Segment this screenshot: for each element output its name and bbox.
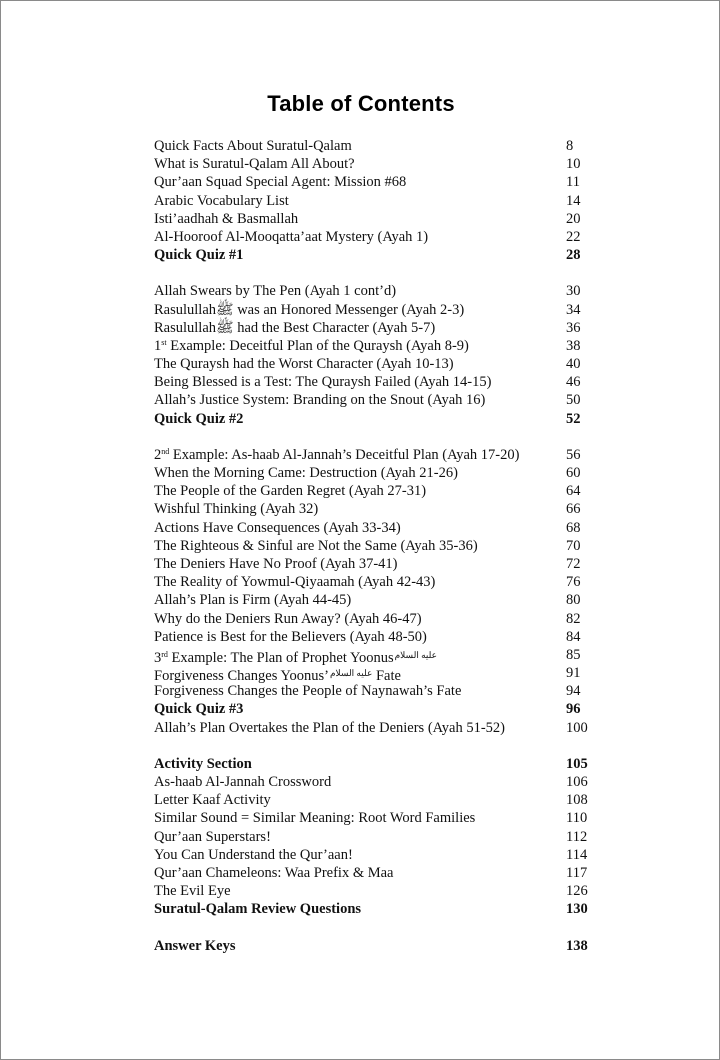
toc-entry-title xyxy=(154,137,352,155)
toc-entry[interactable] xyxy=(154,664,594,685)
toc-entry-title xyxy=(154,719,505,737)
toc-entry-title xyxy=(154,391,485,409)
entry-text: The Reality of Yowmul-Qiyaamah (Ayah 42-43) xyxy=(154,574,436,591)
toc-entry[interactable] xyxy=(154,173,594,191)
entry-text: Qur’aan Chameleons: Waa Prefix & Maa xyxy=(154,864,394,881)
toc-page-number: 60 xyxy=(566,465,581,481)
entry-text: You Can Understand the Qur’aan! xyxy=(154,846,353,863)
toc-entry[interactable] xyxy=(154,900,594,918)
toc-entry-title xyxy=(154,628,427,646)
ordinal-number: 2 xyxy=(154,446,162,463)
toc-page-number: 76 xyxy=(566,574,581,591)
entry-text: Rasulullahﷺ had the Best Character (Ayah 5-7) xyxy=(154,319,436,336)
toc-entry[interactable] xyxy=(154,228,594,246)
toc-page-number: 112 xyxy=(566,828,588,845)
toc-entry[interactable] xyxy=(154,373,594,391)
toc-entry-title xyxy=(154,828,271,846)
toc-entry-title xyxy=(154,700,243,718)
entry-text: Allah’s Justice System: Branding on the Snout (Ayah 16) xyxy=(154,392,486,409)
toc-entry-title xyxy=(154,519,401,537)
toc-entry-title xyxy=(154,373,491,391)
toc-entry[interactable] xyxy=(154,573,594,591)
toc-page-number: 30 xyxy=(566,283,581,300)
toc-section xyxy=(154,282,594,428)
entry-text: The Righteous & Sinful are Not the Same (Ayah 35-36) xyxy=(154,537,478,554)
toc-page-number: 8 xyxy=(566,138,574,154)
toc-page-number: 64 xyxy=(566,483,581,500)
toc-entry-title xyxy=(154,355,454,373)
toc-entry-title xyxy=(154,755,252,773)
entry-text: Example: Deceitful Plan of the Quraysh (Ayah 8-9) xyxy=(166,337,469,354)
toc-entry-title xyxy=(154,682,461,700)
toc-entry[interactable] xyxy=(154,719,594,737)
toc-page-number: 105 xyxy=(566,755,588,772)
entry-text: Patience is Best for the Believers (Ayah 48-50) xyxy=(154,628,427,645)
entry-text: Wishful Thinking (Ayah 32) xyxy=(154,501,319,518)
toc-page-number: 82 xyxy=(566,610,581,627)
toc-entry[interactable] xyxy=(154,391,594,409)
toc-page-number: 84 xyxy=(566,628,581,645)
entry-text: Suratul-Qalam Review Questions xyxy=(154,901,362,918)
toc-entry-title xyxy=(154,773,331,791)
toc-page-number: 14 xyxy=(566,192,581,209)
toc-entry[interactable] xyxy=(154,246,594,264)
toc-page-number: 66 xyxy=(566,501,581,518)
toc-page-number: 68 xyxy=(566,519,581,536)
ordinal-suffix: st xyxy=(161,337,167,347)
toc-entry[interactable] xyxy=(154,137,594,155)
toc-page-number: 10 xyxy=(566,156,581,173)
toc-page-number: 56 xyxy=(566,446,581,463)
ordinal-suffix: nd xyxy=(161,446,170,456)
entry-text: Letter Kaaf Activity xyxy=(154,792,271,809)
honorific-glyph: عليه السلام xyxy=(329,668,373,679)
toc-entry[interactable] xyxy=(154,355,594,373)
toc-entry[interactable] xyxy=(154,337,594,355)
entry-text: Arabic Vocabulary List xyxy=(154,192,289,209)
toc-entry-title xyxy=(154,500,318,518)
toc-entry[interactable] xyxy=(154,537,594,555)
toc-entry-title xyxy=(154,210,298,228)
toc-entry-title xyxy=(154,337,469,355)
entry-text: Quick Quiz #3 xyxy=(154,701,244,718)
toc-entry-title xyxy=(154,173,406,191)
toc-entry[interactable] xyxy=(154,791,594,809)
toc-page-number: 36 xyxy=(566,319,581,336)
toc-entry-title xyxy=(154,791,271,809)
toc-entry-title xyxy=(154,846,353,864)
toc-page-number: 126 xyxy=(566,883,588,900)
toc-page-number: 130 xyxy=(566,901,588,918)
page-title: Table of Contents xyxy=(267,91,455,116)
toc-entry-title xyxy=(154,573,435,591)
toc-entry[interactable] xyxy=(154,410,594,428)
toc-page-number: 94 xyxy=(566,683,581,700)
entry-text: The Deniers Have No Proof (Ayah 37-41) xyxy=(154,555,398,572)
toc-entry[interactable] xyxy=(154,500,594,518)
toc-entry[interactable] xyxy=(154,809,594,827)
toc-page-number: 100 xyxy=(566,719,588,736)
toc-entry-title xyxy=(154,464,458,482)
entry-text: Being Blessed is a Test: The Quraysh Failed (Ayah 14-15) xyxy=(154,374,492,391)
toc-entry[interactable] xyxy=(154,464,594,482)
entry-text: Forgiveness Changes Yoonus’ xyxy=(154,668,329,685)
toc-entry-title xyxy=(154,155,355,173)
toc-entry-title xyxy=(154,301,464,319)
toc-entry-title xyxy=(154,864,393,882)
entry-text: Quick Quiz #1 xyxy=(154,247,244,264)
entry-text: Al-Hooroof Al-Mooqatta’aat Mystery (Ayah 1) xyxy=(154,228,429,245)
toc-entry-title xyxy=(154,410,243,428)
toc-entry-title xyxy=(154,900,361,918)
toc-entry[interactable] xyxy=(154,628,594,646)
toc-entry-title xyxy=(154,591,351,609)
toc-page-number: 20 xyxy=(566,210,581,227)
toc-entry-title xyxy=(154,282,396,300)
toc-entry[interactable] xyxy=(154,755,594,773)
toc-page-number: 22 xyxy=(566,228,581,245)
toc-entry-title xyxy=(154,537,478,555)
entry-text: Example: As-haab Al-Jannah’s Deceitful Plan (Ayah 17-20) xyxy=(169,446,520,463)
toc-entry[interactable] xyxy=(154,646,594,664)
table-of-contents xyxy=(154,137,594,973)
toc-entry[interactable] xyxy=(154,773,594,791)
toc-entry-title xyxy=(154,610,422,628)
entry-text: Qur’aan Squad Special Agent: Mission #68 xyxy=(154,174,407,191)
toc-entry[interactable] xyxy=(154,828,594,846)
toc-page-number: 11 xyxy=(566,174,580,191)
entry-text: Qur’aan Superstars! xyxy=(154,828,271,845)
toc-entry-title xyxy=(154,809,475,827)
entry-text: When the Morning Came: Destruction (Ayah 21-26) xyxy=(154,465,458,481)
entry-text: The Evil Eye xyxy=(154,883,231,900)
toc-entry[interactable] xyxy=(154,700,594,718)
toc-section xyxy=(154,137,594,264)
entry-text: Forgiveness Changes the People of Naynawah’s Fate xyxy=(154,683,462,700)
entry-text: As-haab Al-Jannah Crossword xyxy=(154,774,332,790)
entry-text: Allah’s Plan is Firm (Ayah 44-45) xyxy=(154,592,352,609)
toc-page-number: 40 xyxy=(566,356,581,373)
entry-text: Quick Facts About Suratul-Qalam xyxy=(154,138,352,154)
entry-text: Activity Section xyxy=(154,755,252,772)
toc-entry[interactable] xyxy=(154,319,594,337)
toc-page-number: 80 xyxy=(566,592,581,609)
entry-text: Allah’s Plan Overtakes the Plan of the Deniers (Ayah 51-52) xyxy=(154,719,506,736)
honorific-glyph: عليه السلام xyxy=(394,649,437,660)
toc-page-number: 138 xyxy=(566,937,588,954)
entry-text: Allah Swears by The Pen (Ayah 1 cont’d) xyxy=(154,283,397,300)
toc-entry[interactable] xyxy=(154,482,594,500)
toc-entry[interactable] xyxy=(154,682,594,700)
toc-entry[interactable] xyxy=(154,192,594,210)
entry-text: Why do the Deniers Run Away? (Ayah 46-47) xyxy=(154,610,422,627)
toc-entry[interactable] xyxy=(154,519,594,537)
entry-text: Isti’aadhah & Basmallah xyxy=(154,210,299,227)
toc-entry[interactable] xyxy=(154,591,594,609)
toc-page-number: 108 xyxy=(566,792,588,809)
toc-page-number: 72 xyxy=(566,555,581,572)
toc-entry[interactable] xyxy=(154,555,594,573)
toc-entry-title xyxy=(154,882,231,900)
toc-entry-title xyxy=(154,228,428,246)
toc-page-number: 34 xyxy=(566,301,581,318)
toc-entry-title xyxy=(154,319,435,337)
toc-page-number: 110 xyxy=(566,810,588,827)
toc-page-number: 106 xyxy=(566,774,588,790)
toc-page-number: 117 xyxy=(566,864,588,881)
toc-entry[interactable] xyxy=(154,937,594,955)
toc-entry-title xyxy=(154,246,243,264)
toc-page-number: 38 xyxy=(566,337,581,354)
toc-entry-title xyxy=(154,937,236,955)
toc-entry[interactable] xyxy=(154,301,594,319)
entry-text: Answer Keys xyxy=(154,937,236,954)
entry-text: Actions Have Consequences (Ayah 33-34) xyxy=(154,519,401,536)
entry-text: Quick Quiz #2 xyxy=(154,410,244,427)
toc-entry[interactable] xyxy=(154,282,594,300)
toc-page-number: 85 xyxy=(566,646,581,663)
toc-entry[interactable] xyxy=(154,610,594,628)
entry-text: Example: The Plan of Prophet Yoonus xyxy=(167,649,394,666)
toc-entry[interactable] xyxy=(154,155,594,173)
entry-text: The Quraysh had the Worst Character (Ayah 10-13) xyxy=(154,356,454,373)
toc-entry-title xyxy=(154,446,519,464)
toc-page-number: 50 xyxy=(566,392,581,409)
ordinal-suffix: rd xyxy=(161,649,168,659)
entry-text: Rasulullahﷺ was an Honored Messenger (Ayah 2-3) xyxy=(154,301,465,318)
entry-text: What is Suratul-Qalam All About? xyxy=(154,156,355,173)
toc-page-number: 91 xyxy=(566,665,581,682)
toc-entry[interactable] xyxy=(154,446,594,464)
entry-text-suffix: Fate xyxy=(372,668,401,685)
toc-page-number: 46 xyxy=(566,374,581,391)
toc-page-number: 70 xyxy=(566,537,581,554)
toc-page-number: 28 xyxy=(566,247,581,264)
toc-entry-title xyxy=(154,482,426,500)
toc-page-number: 96 xyxy=(566,701,581,718)
entry-text: Similar Sound = Similar Meaning: Root Word Families xyxy=(154,810,476,827)
ordinal-number: 1 xyxy=(154,337,162,354)
toc-page-number: 52 xyxy=(566,410,581,427)
toc-section xyxy=(154,937,594,955)
toc-entry-title xyxy=(154,192,289,210)
toc-section xyxy=(154,446,594,737)
entry-text: The People of the Garden Regret (Ayah 27-31) xyxy=(154,483,427,500)
ordinal-number: 3 xyxy=(154,649,162,666)
toc-entry-title xyxy=(154,555,397,573)
toc-page-number: 114 xyxy=(566,846,588,863)
toc-section xyxy=(154,755,594,919)
toc-entry[interactable] xyxy=(154,864,594,882)
toc-entry[interactable] xyxy=(154,882,594,900)
toc-entry[interactable] xyxy=(154,846,594,864)
toc-entry[interactable] xyxy=(154,210,594,228)
